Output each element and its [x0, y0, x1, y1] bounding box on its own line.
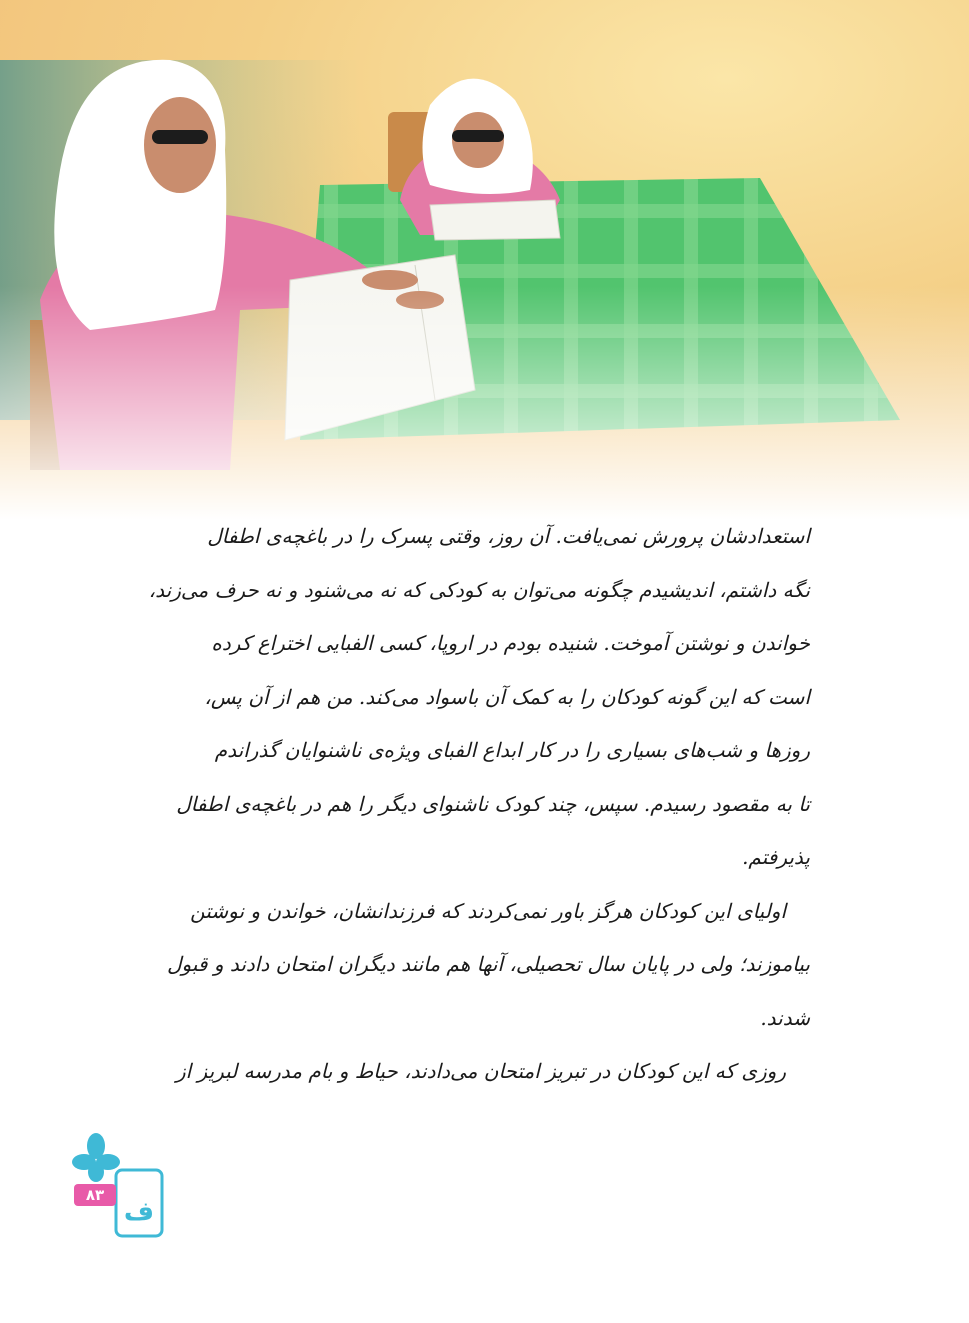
text-line: نگه داشتم، اندیشیدم چگونه می‌توان به کودکی که نه می‌شنود و نه حرف می‌زند،	[148, 577, 810, 602]
paragraph-2	[167, 885, 810, 1046]
text-line: روزها و شب‌های بسیاری را در کار ابداع الفبای ویژه‌ی ناشنوایان گذراندم	[214, 738, 810, 762]
text-line: است که این گونه کودکان را به کمک آن باسواد می‌کند. من هم از آن پس،	[204, 684, 810, 709]
text-line: روزی که این کودکان در تبریز امتحان می‌دادند، حیاط و بام مدرسه لبریز از	[175, 1059, 786, 1083]
text-line: شدند.	[760, 1005, 810, 1030]
svg-text:ف: ف	[123, 1197, 155, 1227]
paragraph-1	[148, 510, 810, 885]
story-text	[148, 510, 810, 1099]
text-line: استعدادشان پرورش نمی‌یافت. آن روز، وقتی پسرک را در باغچه‌ی اطفال	[207, 524, 810, 548]
text-line: پذیرفتم.	[742, 845, 810, 869]
text-line: تا به مقصود رسیدم. سپس، چند کودک ناشنوای دیگر را هم در باغچه‌ی اطفال	[176, 791, 810, 816]
text-line: خواندن و نوشتن آموخت. شنیده بودم در اروپا، کسی الفبایی اختراع کرده	[211, 631, 810, 655]
page-number: ۸۳	[74, 1184, 116, 1206]
paragraph-3	[175, 1045, 810, 1099]
text-line: اولیای این کودکان هرگز باور نمی‌کردند که فرزندانشان، خواندن و نوشتن	[190, 898, 786, 923]
braille-reading-illustration	[0, 0, 969, 520]
text-line: بیاموزند؛ ولی در پایان سال تحصیلی، آنها هم مانند دیگران امتحان دادند و قبول	[167, 952, 810, 976]
